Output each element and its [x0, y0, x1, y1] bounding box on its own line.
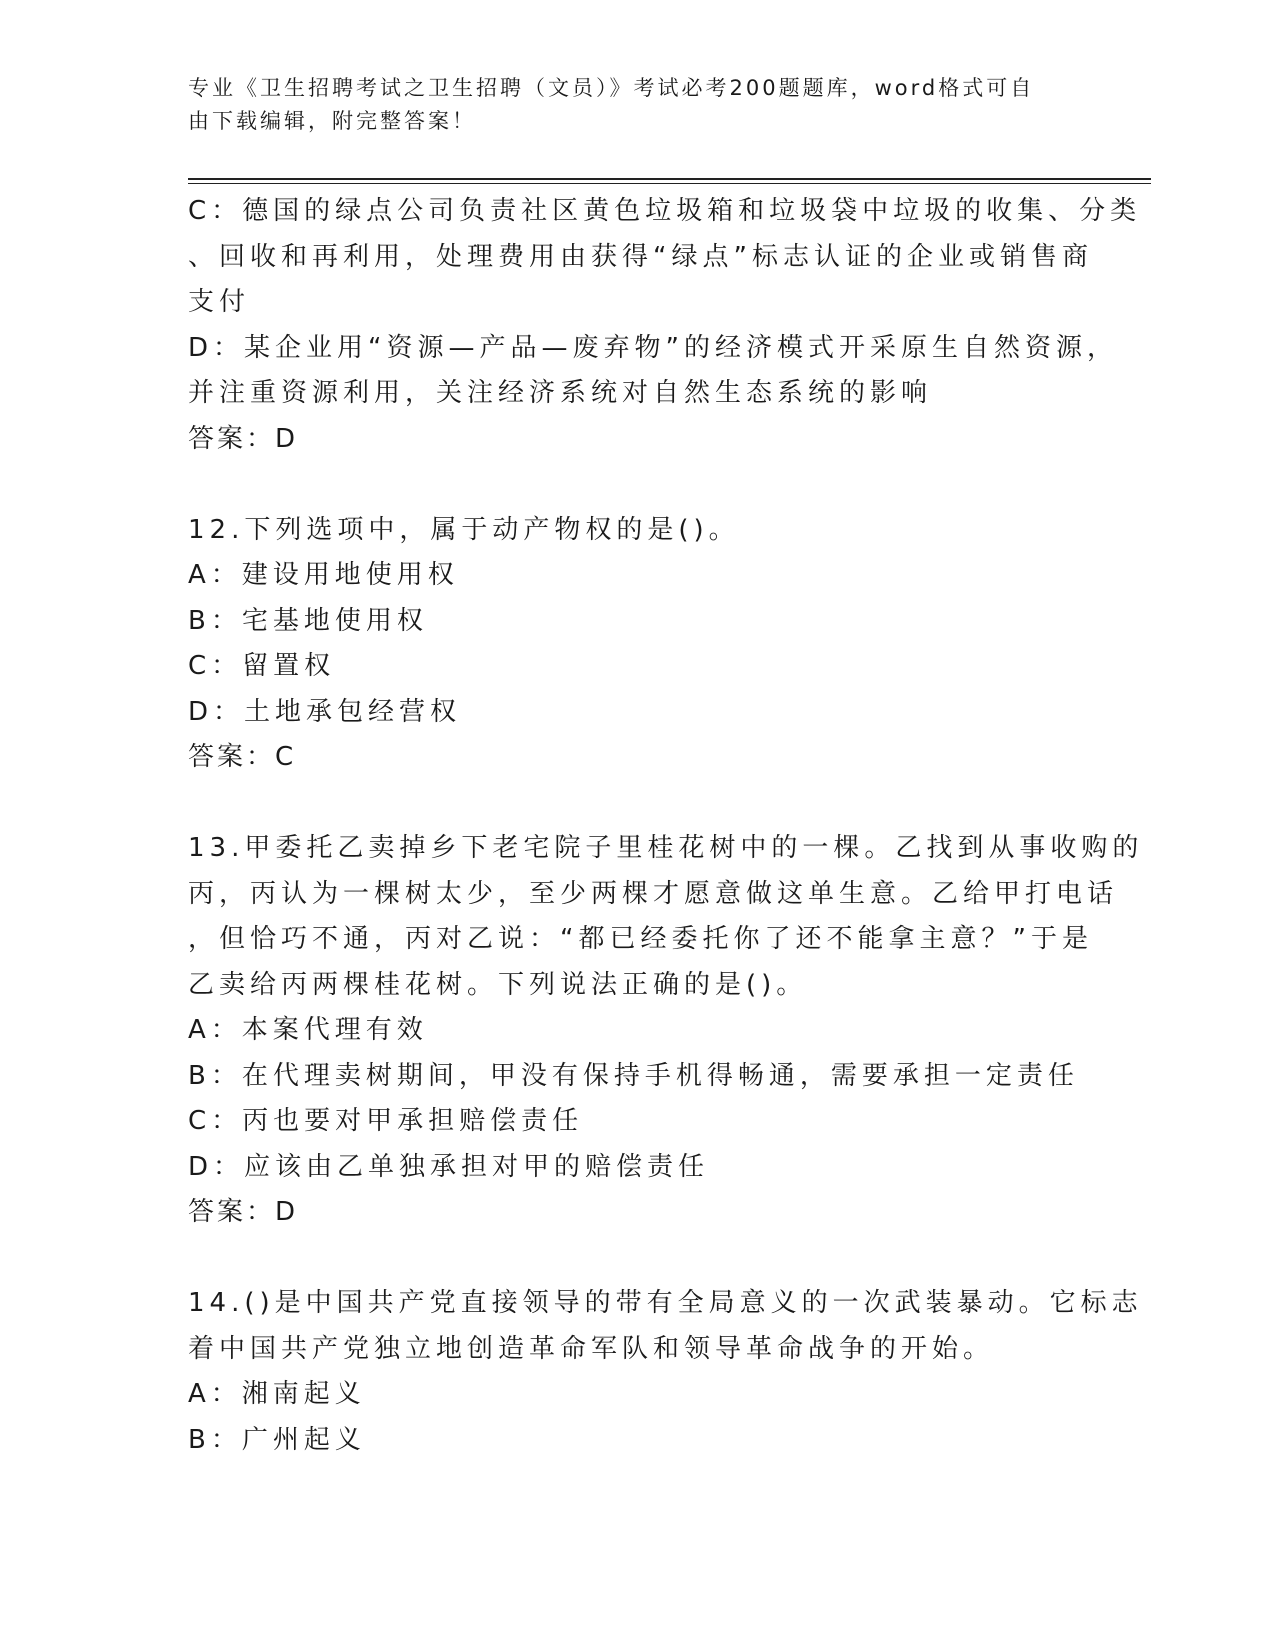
question-stem: 12.下列选项中，属于动产物权的是()。 [188, 514, 740, 545]
option-d-line-1: D：某企业用“资源—产品—废弃物”的经济模式开采原生自然资源， [188, 332, 1118, 363]
spacer [188, 462, 1088, 508]
option-c-line-2: 、回收和再利用，处理费用由获得“绿点”标志认证的企业或销售商 [188, 241, 1093, 272]
answer-line: 答案：D [188, 423, 299, 454]
answer-line: 答案：C [188, 742, 297, 772]
question-stem-line-2: 丙，丙认为一棵树太少，至少两棵才愿意做这单生意。乙给甲打电话 [188, 878, 1119, 909]
option-b: B：宅基地使用权 [188, 605, 428, 636]
option-c: C：丙也要对甲承担赔偿责任 [188, 1106, 584, 1136]
option-d: D：土地承包经营权 [188, 696, 462, 727]
option-b: B：在代理卖树期间，甲没有保持手机得畅通，需要承担一定责任 [188, 1060, 1079, 1091]
option-a: A：建设用地使用权 [188, 560, 459, 590]
option-d-line-2: 并注重资源利用，关注经济系统对自然生态系统的影响 [188, 378, 933, 408]
header-rule-thick [188, 178, 1151, 180]
option-a: A：湘南起义 [188, 1379, 366, 1409]
question-stem-line-4: 乙卖给丙两棵桂花树。下列说法正确的是()。 [188, 969, 808, 1000]
answer-line: 答案：D [188, 1197, 299, 1227]
question-14 [188, 1281, 1143, 1463]
option-a: A：本案代理有效 [188, 1015, 428, 1045]
header-rule-thin [188, 183, 1151, 184]
question-stem-line-3: ，但恰巧不通，丙对乙说：“都已经委托你了还不能拿主意？”于是 [188, 924, 1093, 954]
question-stem-line-1: 14.()是中国共产党直接领导的带有全局意义的一次武装暴动。它标志 [188, 1288, 1143, 1318]
option-d: D：应该由乙单独承担对甲的赔偿责任 [188, 1151, 710, 1182]
spacer [188, 1236, 1088, 1282]
header-title-line-1: 专业《卫生招聘考试之卫生招聘（文员）》考试必考200题题库，word格式可自 [188, 76, 1035, 100]
spacer [188, 781, 1088, 827]
option-c: C：留置权 [188, 651, 336, 681]
question-content [188, 189, 1144, 1463]
question-stem-line-1: 13.甲委托乙卖掉乡下老宅院子里桂花树中的一棵。乙找到从事收购的 [188, 833, 1144, 863]
document-header [188, 72, 1068, 138]
option-c-line-3: 支付 [188, 287, 251, 317]
question-13 [188, 826, 1144, 1236]
question-12 [188, 508, 1088, 781]
option-c-line-1: C：德国的绿点公司负责社区黄色垃圾箱和垃圾袋中垃圾的收集、分类 [188, 196, 1142, 226]
option-b: B：广州起义 [188, 1424, 366, 1455]
question-stem-line-2: 着中国共产党独立地创造革命军队和领导革命战争的开始。 [188, 1333, 995, 1364]
question-11-tail [188, 189, 1142, 462]
header-title-line-2: 由下载编辑，附完整答案！ [188, 109, 476, 133]
